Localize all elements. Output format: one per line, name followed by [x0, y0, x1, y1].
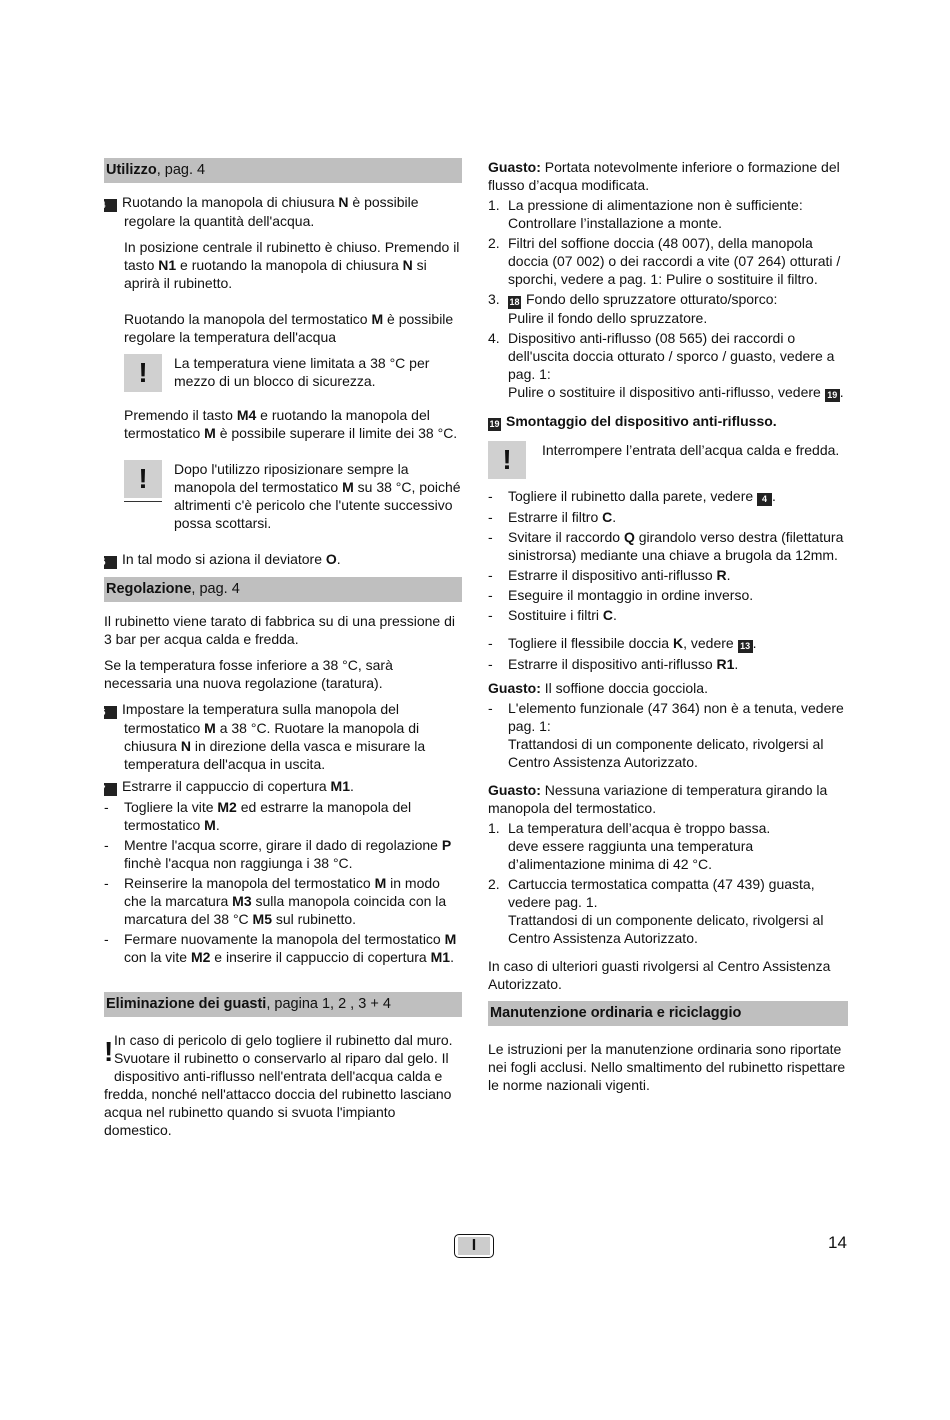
- section-header-regolazione: Regolazione, pag. 4: [104, 577, 462, 602]
- warning-frost: ! In caso di pericolo di gelo togliere il rubinetto dal muro. Svuotare il rubinetto o conservarlo al riparo dal gelo. Il dispositivo anti-riflusso nell'entrata dell'acqua calda e fredda, nonché nell'attacco doccia del rubinetto lasciano acqua nel rubinetto quando si svuota l'impianto domestico.: [104, 1032, 453, 1138]
- list-item: - Togliere la vite M2 ed estrarre la manopola del termostatico M.: [104, 799, 412, 833]
- paragraph-m4: Premendo il tasto M4 e ruotando la manopola del termostatico M è possibile superare il limite dei 38 °C.: [124, 407, 458, 441]
- left-column: [95, 158, 462, 1139]
- warning-shutoff: ! Interrompere l’entrata dell’acqua calda e fredda.: [488, 441, 848, 479]
- warning-icon: !: [488, 441, 526, 479]
- page-number: 14: [828, 1233, 847, 1252]
- list-item: - Fermare nuovamente la manopola del termostatico M con la vite M2 e inserire il cappuccio di copertura M1.: [104, 931, 457, 965]
- paragraph-lower-temp: Se la temperatura fosse inferiore a 38 °C, sarà necessaria una nuova regolazione (taratura).: [104, 657, 393, 691]
- list-item: - Estrarre il dispositivo anti-riflusso R.: [488, 567, 731, 583]
- step-number-badge: 15: [104, 556, 117, 569]
- step-number-badge: 14: [104, 199, 117, 212]
- paragraph-thermostat: Ruotando la manopola del termostatico M è possibile regolare la temperatura dell'acqua: [124, 311, 454, 345]
- list-item: - Estrarre il filtro C.: [488, 509, 617, 525]
- fault-1: Guasto: Portata notevolmente inferiore o formazione del flusso d’acqua modificata.: [488, 159, 840, 193]
- step-number-badge: 17: [104, 783, 117, 796]
- list-item: - Mentre l'acqua scorre, girare il dado di regolazione P finchè l'acqua non raggiunga i 38 °C.: [104, 837, 452, 871]
- step-17: 17 Estrarre il cappuccio di copertura M1.: [95, 778, 354, 794]
- step-14: 14 Ruotando la manopola di chiusura N è possibile regolare la quantità dell'acqua.: [95, 194, 419, 229]
- list-item: 4. Dispositivo anti-riflusso (08 565) dei raccordi o dell'uscita doccia otturato / sporco / guasto, vedere a pag. 1: Pulire o sostituire il dispositivo anti-riflusso, vedere 19 .: [488, 330, 844, 400]
- step-19: 19 Smontaggio del dispositivo anti-riflusso.: [489, 413, 777, 429]
- section-header-utilizzo: Utilizzo, pag. 4: [104, 158, 462, 183]
- list-item: 2. Filtri del soffione doccia (48 007), della manopola doccia (07 002) o dei raccordi a vite (07 264) otturati / sporchi, vedere a pag. 1: Pulire o sostituire il filtro.: [488, 235, 841, 287]
- warning-reposition: ! Dopo l'utilizzo riposizionare sempre la manopola del termostatico M su 38 °C, poiché altrimenti c'è pericolo che l'utente successivo possa scottarsi.: [104, 460, 462, 532]
- warning-icon: !: [124, 460, 162, 498]
- step-number-badge: 19: [489, 419, 500, 429]
- list-item: - Togliere il rubinetto dalla parete, vedere 4 .: [488, 488, 776, 504]
- figure-ref-badge: 19: [825, 389, 840, 402]
- list-item: 3. 18 Fondo dello spruzzatore otturato/sporco: Pulire il fondo dello spruzzatore.: [488, 291, 778, 326]
- list-item: - Eseguire il montaggio in ordine inverso.: [488, 587, 754, 603]
- list-item: 1. La pressione di alimentazione non è sufficiente: Controllare l’installazione a monte.: [488, 197, 803, 231]
- right-column: [488, 158, 848, 1102]
- list-item: 2. Cartuccia termostatica compatta (47 439) guasta, vedere pag. 1. Trattandosi di un componente delicato, rivolgersi al Centro Assistenza Autorizzato.: [488, 876, 824, 946]
- step-15: 15 In tal modo si aziona il deviatore O.: [95, 551, 341, 567]
- warning-icon: !: [124, 354, 162, 392]
- list-item: 1. La temperatura dell’acqua è troppo bassa. deve essere raggiunta una temperatura d’alimentazione minima di 42 °C.: [488, 820, 771, 872]
- step-number-badge: 18: [509, 297, 520, 307]
- language-badge: I: [454, 1234, 494, 1258]
- paragraph-center-position: In posizione centrale il rubinetto è chiuso. Premendo il tasto N1 e ruotando la manopola di chiusura N si aprirà il rubinetto.: [124, 239, 460, 291]
- list-item: - Svitare il raccordo Q girandolo verso destra (filettatura sinistrorsa) mediante una chiave a brugola da 12mm.: [488, 529, 844, 563]
- section-header-eliminazione: Eliminazione dei guasti, pagina 1, 2 , 3 + 4: [104, 992, 462, 1017]
- fault-3: Guasto: Nessuna variazione di temperatura girando la manopola del termostatico.: [488, 782, 828, 816]
- paragraph-further-faults: In caso di ulteriori guasti rivolgersi al Centro Assistenza Autorizzato.: [488, 958, 831, 992]
- figure-ref-badge: 13: [738, 640, 753, 653]
- fault-2: Guasto: Il soffione doccia gocciola.: [488, 680, 708, 696]
- paragraph-maintenance: Le istruzioni per la manutenzione ordinaria sono riportate nei fogli acclusi. Nello smaltimento del rubinetto rispettare le norme nazionali vigenti.: [488, 1041, 846, 1093]
- step-number-badge: 16: [104, 706, 117, 719]
- figure-ref-badge: 4: [757, 493, 772, 506]
- list-item: - Reinserire la manopola del termostatico M in modo che la marcatura M3 sulla manopola coincida con la marcatura del 38 °C M5 sul rubinetto.: [104, 875, 447, 927]
- step-16: 16 Impostare la temperatura sulla manopola del termostatico M a 38 °C. Ruotare la manopola di chiusura N in direzione della vasca e misurare la temperatura dell'acqua in uscita.: [95, 701, 426, 772]
- list-item: - Togliere il flessibile doccia K, vedere 13 .: [488, 635, 757, 651]
- section-header-manutenzione: Manutenzione ordinaria e riciclaggio: [488, 1001, 848, 1026]
- paragraph-factory: Il rubinetto viene tarato di fabbrica su di una pressione di 3 bar per acqua calda e fredda.: [104, 613, 455, 647]
- list-item: - L'elemento funzionale (47 364) non è a tenuta, vedere pag. 1: Trattandosi di un componente delicato, rivolgersi al Centro Assistenza Autorizzato.: [488, 700, 844, 770]
- list-item: - Sostituire i filtri C.: [488, 607, 617, 623]
- list-item: - Estrarre il dispositivo anti-riflusso R1.: [488, 656, 739, 672]
- warning-temperature-limit: ! La temperatura viene limitata a 38 °C per mezzo di un blocco di sicurezza.: [104, 354, 462, 392]
